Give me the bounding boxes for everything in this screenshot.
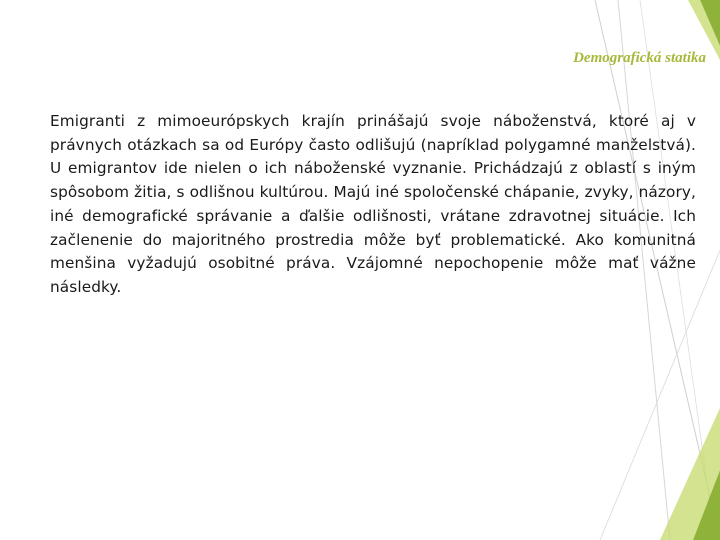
slide-title: Demografická statika — [573, 50, 706, 66]
slide-body-text: Emigranti z mimoeurópskych krajín prinášajú svoje náboženstvá, ktoré aj v právnych otázkach sa od Európy často odlišujú (napríklad polygamné manželstvá). U emigrantov ide nielen o ich náboženské vyznanie. Prichádzajú z oblastí s iným spôsobom žitia, s odlišnou kultúrou. Majú iné spoločenské chápanie, zvyky, názory, iné demografické správanie a ďalšie odlišnosti, vrátane zdravotnej situácie. Ich začlenenie do majoritného prostredia môže byť problematické. Ako komunitná menšina vyžadujú osobitné práva. Vzájomné nepochopenie môže mať vážne následky. — [50, 112, 696, 296]
